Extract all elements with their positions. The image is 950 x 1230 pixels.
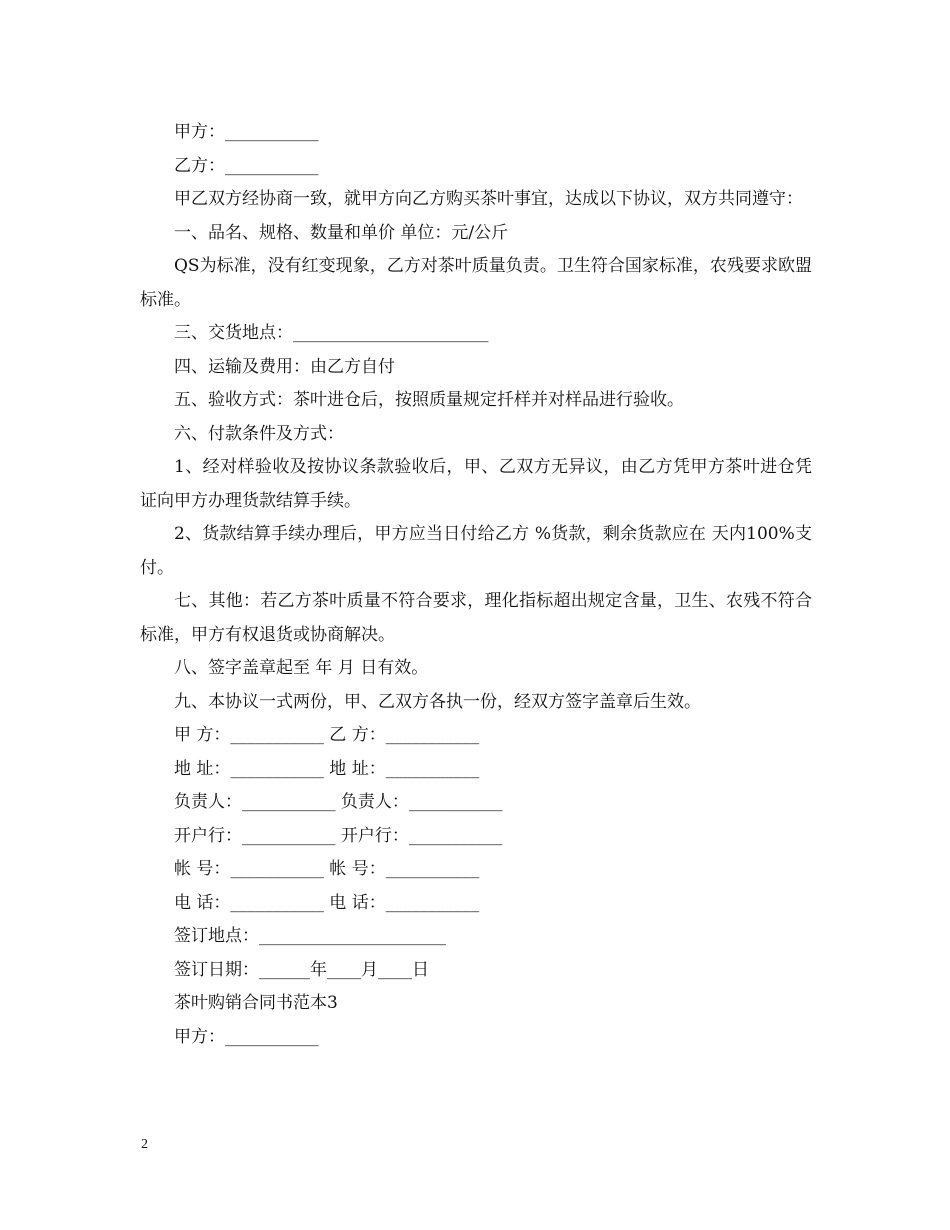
signing-place-line: 签订地点：______________________ (174, 926, 446, 946)
clause-1-product: 一、品名、规格、数量和单价 单位：元/公斤 (174, 222, 509, 243)
agreement-intro: 甲乙双方经协商一致，就甲方向乙方购买茶叶事宜，达成以下协议，双方共同遵守： (174, 189, 803, 209)
clause-5-inspection: 五、验收方式：茶叶进仓后，按照质量规定扦样并对样品进行验收。 (174, 390, 684, 410)
signature-phone-line: 电 话：___________ 电 话：___________ (174, 892, 480, 913)
signature-account-line: 帐 号：___________ 帐 号：___________ (174, 859, 480, 879)
clause-7-other: 七、其他：若乙方茶叶质量不符合要求，理化指标超出规定含量，卫生、农残不符合标准，甲方有权退货或协商解决。 (140, 591, 812, 645)
page-number: 2 (141, 1137, 148, 1152)
payment-item-2: 2、货款结算手续办理后，甲方应当日付给乙方 %货款，剩余货款应在 天内100%支付。 (140, 524, 812, 578)
payment-item-1: 1、经对样验收及按协议条款验收后，甲、乙双方无异议，由乙方凭甲方茶叶进仓凭证向甲方办理货款结算手续。 (140, 457, 812, 511)
next-party-a-line: 甲方：___________ (174, 1026, 319, 1047)
signing-date-line: 签订日期：______年____月____日 (174, 959, 429, 980)
signature-address-line: 地 址：___________ 地 址：___________ (174, 758, 480, 779)
quality-standard: QS为标准，没有红变现象，乙方对茶叶质量负责。卫生符合国家标准，农残要求欧盟标准。 (140, 256, 812, 310)
contract-body (140, 116, 812, 1054)
clause-3-delivery-place: 三、交货地点：_______________________ (174, 323, 489, 343)
signature-bank-line: 开户行：___________ 开户行：___________ (174, 825, 503, 846)
party-b-line: 乙方：___________ (174, 155, 319, 176)
next-template-title: 茶叶购销合同书范本3 (174, 993, 338, 1013)
clause-8-validity: 八、签字盖章起至 年 月 日有效。 (174, 658, 429, 678)
signature-representative-line: 负责人：___________ 负责人：___________ (174, 792, 503, 812)
clause-6-payment: 六、付款条件及方式： (174, 423, 344, 444)
clause-9-copies: 九、本协议一式两份，甲、乙双方各执一份，经双方签字盖章后生效。 (174, 691, 701, 712)
signature-party-line: 甲 方：___________ 乙 方：___________ (174, 725, 480, 745)
clause-4-transport: 四、运输及费用：由乙方自付 (174, 356, 395, 377)
party-a-line: 甲方：___________ (174, 122, 319, 142)
